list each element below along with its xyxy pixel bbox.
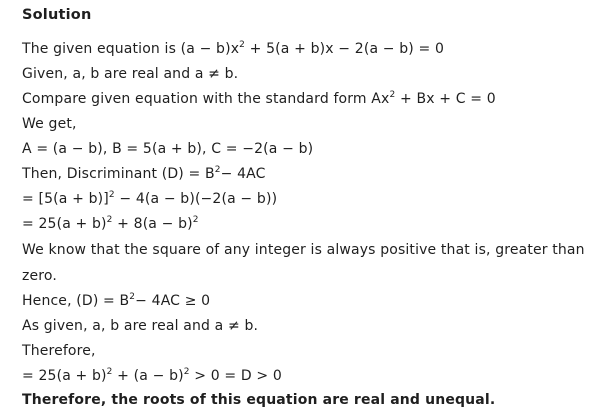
discriminant-line: Then, Discriminant $(D) = B^2- 4AC$ <box>22 165 266 182</box>
square-positive-line: We know that the square of any integer is always positive that is, greater than <box>22 242 585 258</box>
discriminant-simplified-line: = $25(a + b)^2 + 8(a - b)^2$ <box>22 215 199 232</box>
zero-line: zero. <box>22 268 57 284</box>
discriminant-substitution-line: = $[5(a + b)]^2 - 4(a - b)(-2(a - b))$ <box>22 190 278 207</box>
compare-line: Compare given equation with the standard form $Ax^2 + Bx + C = 0$ <box>22 90 496 107</box>
hence-line: Hence, $(D) = B^2- 4AC \ge 0$ <box>22 292 211 309</box>
as-given-line: As given, a, b are real and a ≠ b. <box>22 318 259 334</box>
solution-heading: Solution <box>22 7 92 23</box>
coefficients-line: A = (a − b), B = 5(a + b), C = −2(a − b) <box>22 141 314 157</box>
conclusion-line: Therefore, the roots of this equation are real and unequal. <box>22 392 496 408</box>
equation-line: The given equation is $(a - b)x^2 + 5(a + b)x - 2(a - b) = 0$ <box>22 40 445 57</box>
given-line: Given, a, b are real and a ≠ b. <box>22 66 239 82</box>
we-get-line: We get, <box>22 116 77 132</box>
final-inequality-line: = $25(a + b)^2 + (a - b)^2 > 0 = D > 0$ <box>22 367 282 384</box>
therefore-line: Therefore, <box>22 343 96 359</box>
